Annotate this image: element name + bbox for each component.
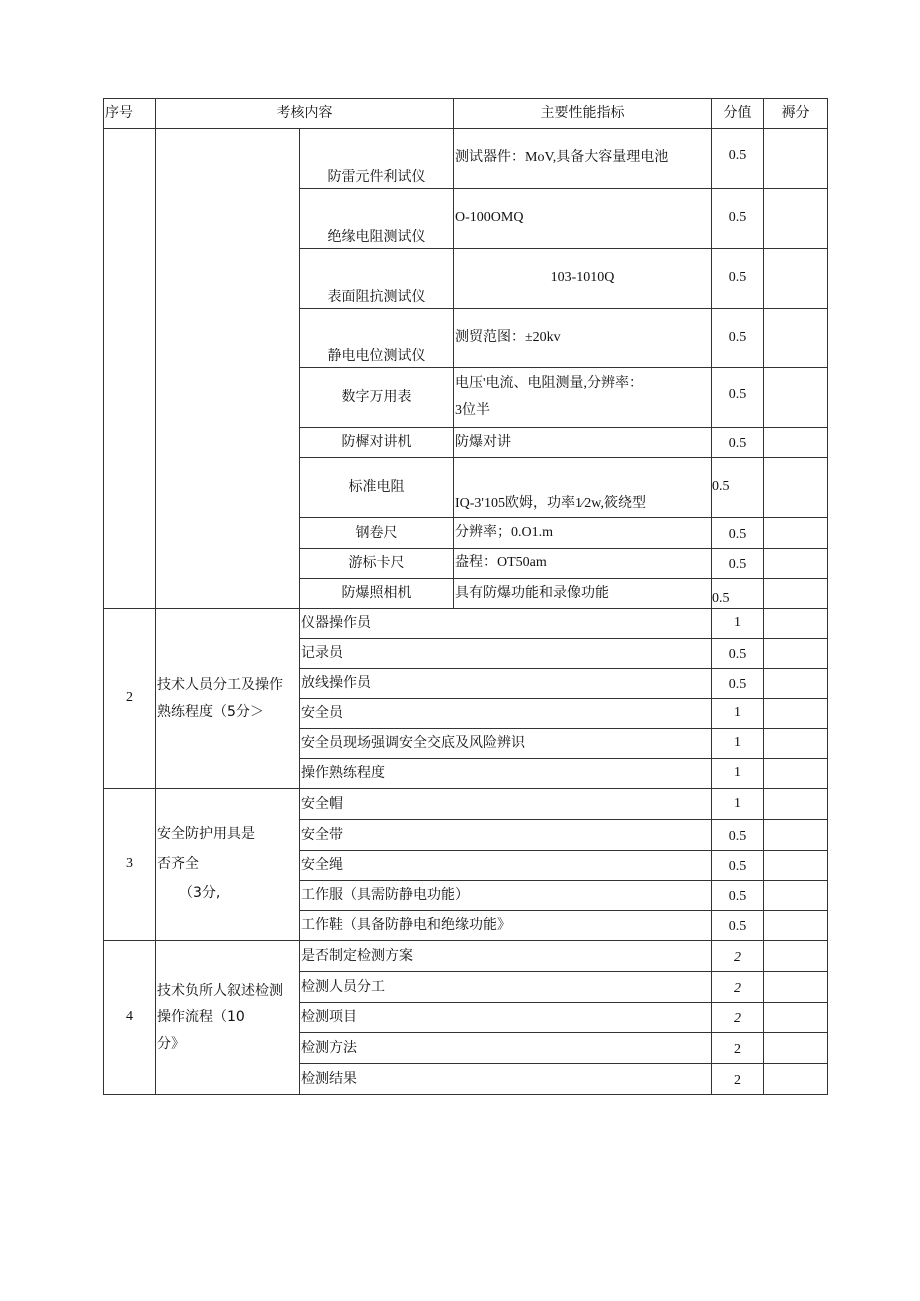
indicator-text: 检测方法 (300, 1033, 712, 1064)
points-value: 0.5 (712, 428, 764, 458)
points-value: 2 (712, 1033, 764, 1064)
indicator-text: 仪器操作员 (300, 609, 712, 639)
item-label: 防雷元件利试仪 (300, 129, 454, 189)
score-cell (764, 911, 828, 941)
section3-category (156, 789, 300, 941)
category-line: 否齐全 (157, 855, 199, 872)
section3-no: 3 (104, 789, 156, 941)
indicator-text: 安全帽 (300, 789, 712, 820)
points-value: 1 (712, 759, 764, 789)
table-row (104, 129, 828, 189)
points-value: 0.5 (712, 639, 764, 669)
category-line: 安全防护用具是 (157, 826, 255, 843)
points-value: 1 (712, 609, 764, 639)
category-line: 分》 (157, 1035, 185, 1052)
score-cell (764, 1033, 828, 1064)
item-label: 绝缘电阻测试仪 (300, 189, 454, 249)
score-cell (764, 1064, 828, 1095)
score-cell (764, 309, 828, 368)
score-cell (764, 972, 828, 1003)
table-row (104, 789, 828, 820)
points-value: 0.5 (712, 911, 764, 941)
points-value: 2 (712, 1003, 764, 1033)
category-line: 操作流程（10 (157, 1009, 245, 1026)
section4-category (156, 941, 300, 1095)
indicator-text: 工作鞋（具备防静电和绝缘功能》 (300, 911, 712, 941)
section1-category (156, 129, 300, 609)
indicator-text: 测试器件：MoV,具备大容量理电池 (454, 129, 712, 189)
indicator-line: 3位半 (455, 402, 490, 418)
indicator-text: O-100OMQ (454, 189, 712, 249)
indicator-text: 操作熟练程度 (300, 759, 712, 789)
header-content: 考核内容 (156, 99, 454, 129)
score-cell (764, 428, 828, 458)
item-label: 静电电位测试仪 (300, 309, 454, 368)
category-line: （3分, (179, 885, 221, 902)
points-value: 0.5 (712, 129, 764, 189)
score-cell (764, 851, 828, 881)
table-row (104, 941, 828, 972)
score-cell (764, 941, 828, 972)
indicator-text: 分辨率；0.O1.m (454, 518, 712, 549)
header-indicator: 主要性能指标 (454, 99, 712, 129)
category-line: 技术人员分工及操作 (157, 676, 283, 693)
indicator-text: 检测结果 (300, 1064, 712, 1095)
score-cell (764, 1003, 828, 1033)
item-label: 防爆照相机 (300, 579, 454, 609)
indicator-text (454, 368, 712, 428)
points-value: 2 (712, 1064, 764, 1095)
assessment-table (103, 98, 828, 1095)
indicator-text: 具有防爆功能和录像功能 (454, 579, 712, 609)
score-cell (764, 129, 828, 189)
header-points: 分值 (712, 99, 764, 129)
points-value: 0.5 (712, 249, 764, 309)
section2-category (156, 609, 300, 789)
header-score: 褥分 (764, 99, 828, 129)
points-value: 0.5 (712, 458, 764, 518)
indicator-text: 防爆对讲 (454, 428, 712, 458)
indicator-text: 放线操作员 (300, 669, 712, 699)
section2-no: 2 (104, 609, 156, 789)
points-value: 1 (712, 729, 764, 759)
header-row (104, 99, 828, 129)
indicator-text: 安全绳 (300, 851, 712, 881)
header-no: 序号 (104, 99, 156, 129)
points-value: 0.5 (712, 549, 764, 579)
item-label: 数字万用表 (300, 368, 454, 428)
points-value: 0.5 (712, 518, 764, 549)
points-value: 0.5 (712, 820, 764, 851)
points-value: 0.5 (712, 309, 764, 368)
score-cell (764, 759, 828, 789)
section1-no (104, 129, 156, 609)
category-line: 熟练程度（5分＞ (157, 703, 264, 720)
indicator-line: 电压'电流、电阻测量,分辨率： (455, 375, 644, 391)
points-value: 1 (712, 789, 764, 820)
category-line: 技术负所人叙述检测 (157, 982, 283, 999)
indicator-text: 安全员现场强调安全交底及风险辨识 (300, 729, 712, 759)
points-value: 0.5 (712, 669, 764, 699)
points-value: 0.5 (712, 189, 764, 249)
item-label: 表面阻抗测试仪 (300, 249, 454, 309)
score-cell (764, 639, 828, 669)
indicator-text: IQ-3'105欧姆，功率1∕2w,筱绕型 (454, 458, 712, 518)
indicator-text: 测贸范图：±20kv (454, 309, 712, 368)
item-label: 标准电阻 (300, 458, 454, 518)
points-value: 2 (712, 941, 764, 972)
score-cell (764, 789, 828, 820)
score-cell (764, 820, 828, 851)
indicator-text: 工作服（具需防静电功能） (300, 881, 712, 911)
points-value: 2 (712, 972, 764, 1003)
score-cell (764, 458, 828, 518)
indicator-text: 安全带 (300, 820, 712, 851)
table-row (104, 609, 828, 639)
score-cell (764, 189, 828, 249)
indicator-text: 记录员 (300, 639, 712, 669)
indicator-text: 103-1010Q (454, 249, 712, 309)
points-value: 0.5 (712, 851, 764, 881)
indicator-text: 是否制定检测方案 (300, 941, 712, 972)
score-cell (764, 669, 828, 699)
indicator-text: 安全员 (300, 699, 712, 729)
score-cell (764, 881, 828, 911)
points-value: 0.5 (712, 368, 764, 428)
item-label: 游标卡尺 (300, 549, 454, 579)
score-cell (764, 368, 828, 428)
section4-no: 4 (104, 941, 156, 1095)
score-cell (764, 249, 828, 309)
score-cell (764, 579, 828, 609)
indicator-text: 检测人员分工 (300, 972, 712, 1003)
score-cell (764, 609, 828, 639)
item-label: 钢卷尺 (300, 518, 454, 549)
score-cell (764, 729, 828, 759)
item-label: 防樨对讲机 (300, 428, 454, 458)
score-cell (764, 699, 828, 729)
indicator-text: 检测项目 (300, 1003, 712, 1033)
points-value: 0.5 (712, 579, 764, 609)
score-cell (764, 549, 828, 579)
points-value: 1 (712, 699, 764, 729)
score-cell (764, 518, 828, 549)
indicator-text: 盎程：OT50am (454, 549, 712, 579)
points-value: 0.5 (712, 881, 764, 911)
